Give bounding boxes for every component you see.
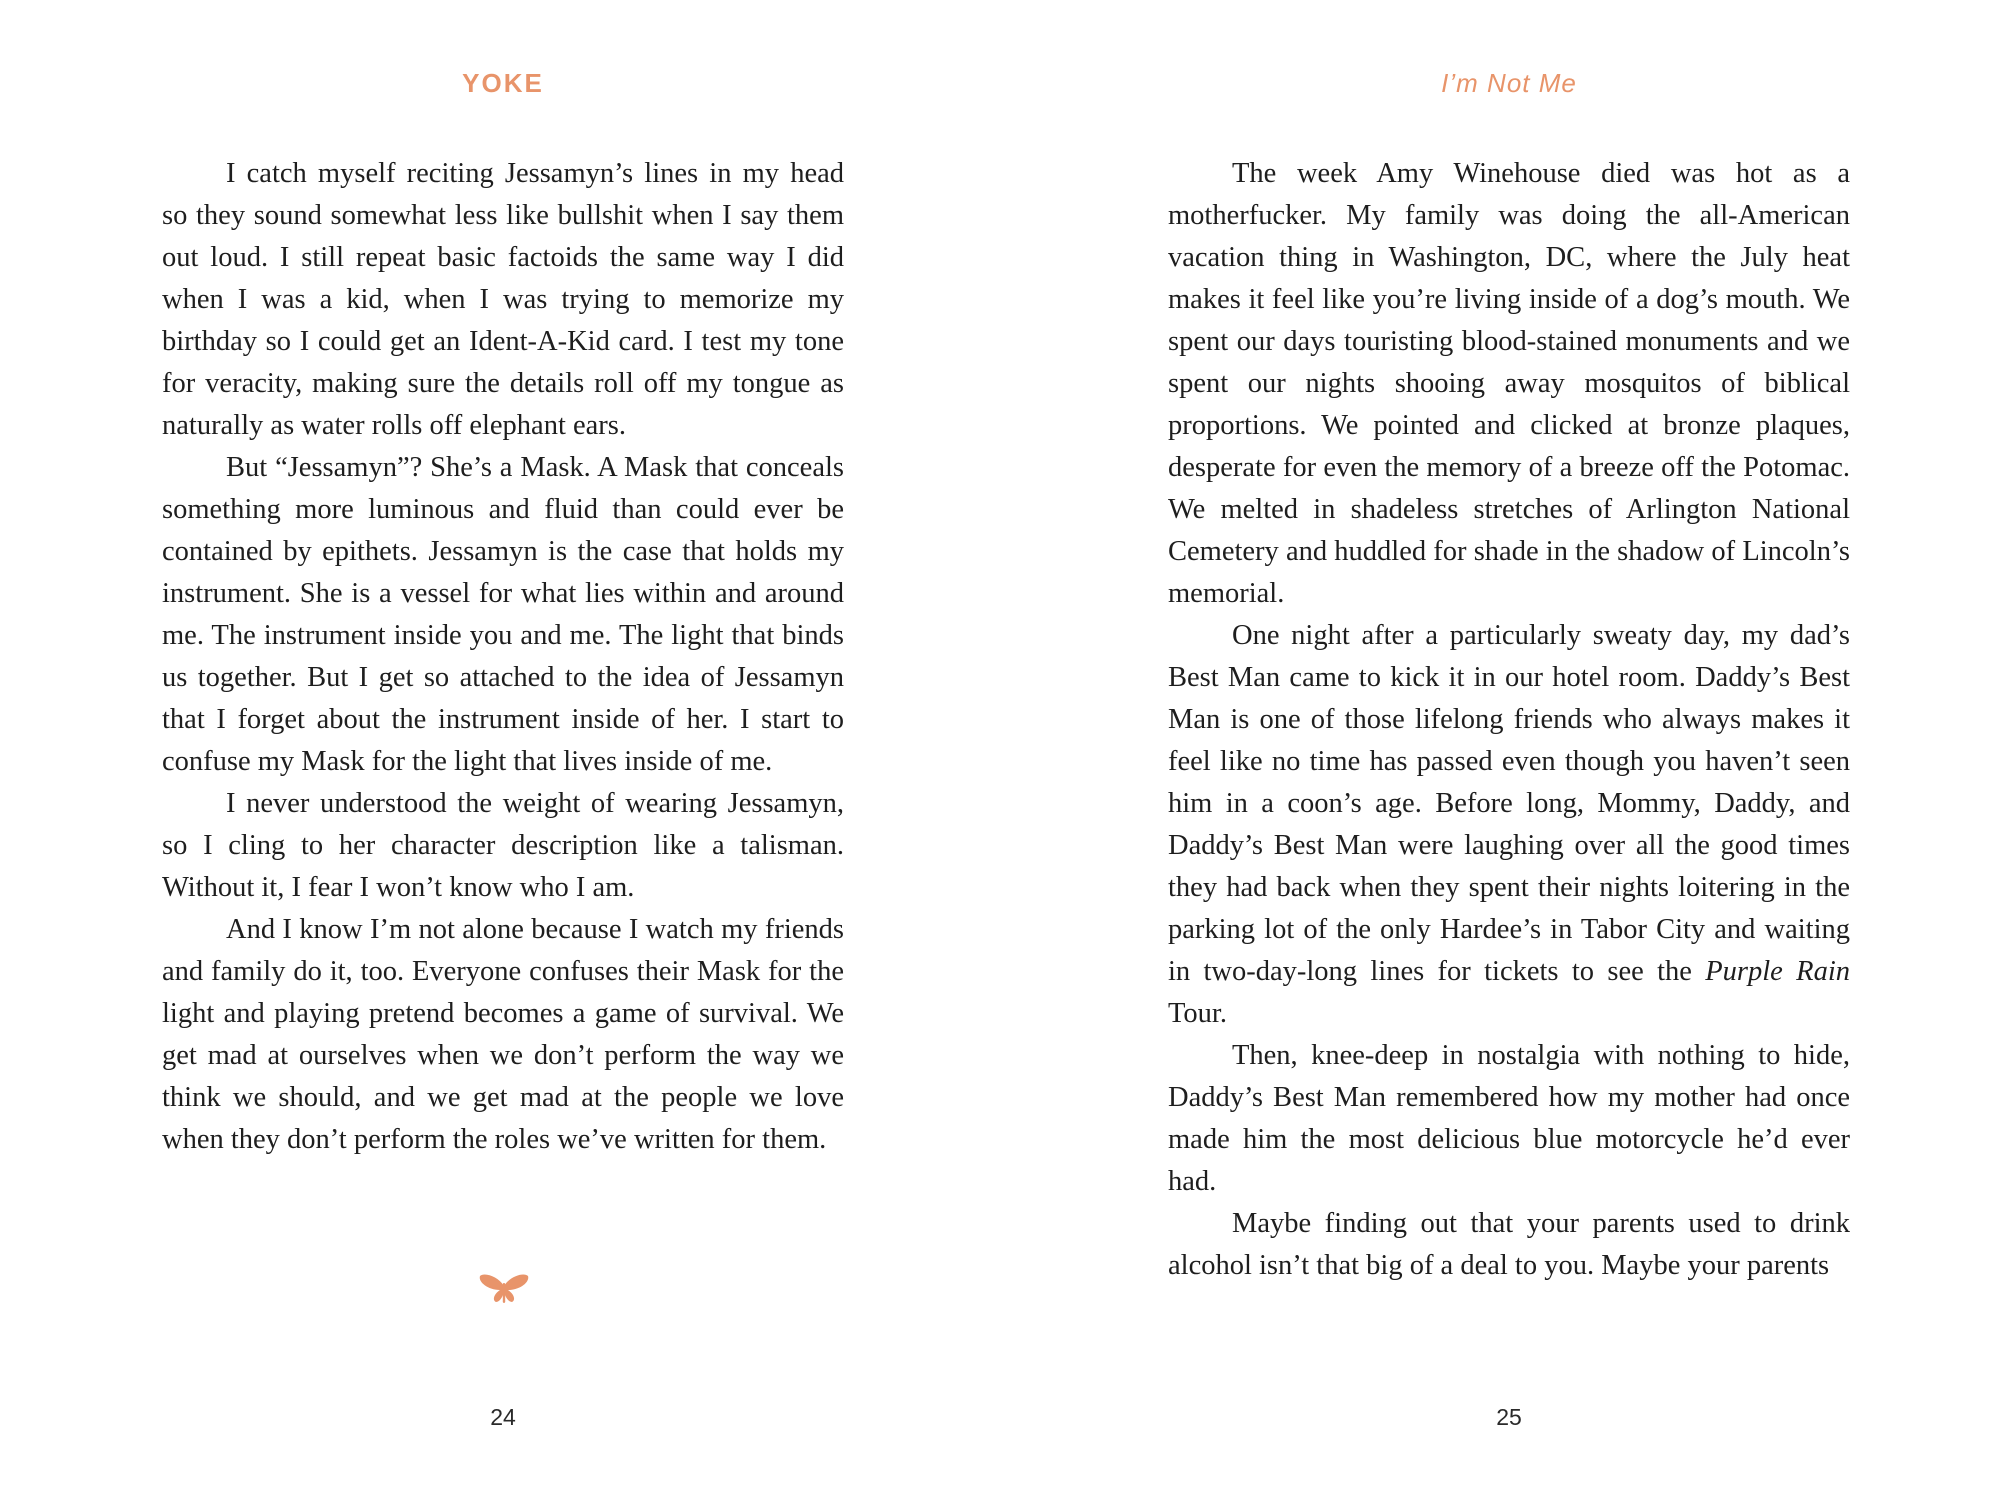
right-page-body [1168, 153, 1850, 1287]
left-page [162, 0, 844, 1500]
paragraph [1168, 615, 1850, 1035]
right-page [1168, 0, 1850, 1500]
paragraph-text-end: Tour. [1168, 998, 1227, 1029]
paragraph: And I know I’m not alone because I watch my friends and family do it, too. Everyone confuses their Mask for the light and playing pretend becomes a game of survival. We get mad at ourselves when we don’t perform the way we think we should, and we get mad at the people we love when they don’t perform the roles we’ve written for them. [162, 914, 844, 1155]
paragraph: Then, knee-deep in nostalgia with nothing to hide, Daddy’s Best Man remembered how my mother had once made him the most delicious blue motorcycle he’d ever had. [1168, 1040, 1850, 1197]
running-head-chapter-title: I’m Not Me [1441, 68, 1577, 98]
paragraph: I never understood the weight of wearing Jessamyn, so I cling to her character description like a talisman. Without it, I fear I won’t know who I am. [162, 788, 844, 903]
left-page-body [162, 153, 844, 1161]
paragraph-text: One night after a particularly sweaty day, my dad’s Best Man came to kick it in our hotel room. Daddy’s Best Man is one of those lifelong friends who always makes it feel like no time has passed even though you haven’t seen him in a coon’s age. Before long, Mommy, Daddy, and Daddy’s Best Man were laughing over all the good times they had back when they spent their nights loitering in the parking lot of the only Hardee’s in Tabor City and waiting in two-day-long lines for tickets to see the [1168, 620, 1850, 987]
paragraph: I catch myself reciting Jessamyn’s lines in my head so they sound somewhat less like bullshit when I say them out loud. I still repeat basic factoids the same way I did when I was a kid, when I was trying to memorize my birthday so I could get an Ident-A-Kid card. I test my tone for veracity, making sure the details roll off my tongue as naturally as water rolls off elephant ears. [162, 158, 844, 441]
tour-title: Purple Rain [1705, 956, 1850, 987]
paragraph: Maybe finding out that your parents used to drink alcohol isn’t that big of a deal to you. Maybe your parents [1168, 1208, 1850, 1281]
page-number: 25 [1496, 1404, 1522, 1430]
running-head-book-title: YOKE [462, 68, 544, 98]
paragraph: The week Amy Winehouse died was hot as a motherfucker. My family was doing the all-American vacation thing in Washington, DC, where the July heat makes it feel like you’re living inside of a dog’s mouth. We spent our days touristing blood-stained monuments and we spent our nights shooing away mosquitos of biblical proportions. We pointed and clicked at bronze plaques, desperate for even the memory of a breeze off the Potomac. We melted in shadeless stretches of Arlington National Cemetery and huddled for shade in the shadow of Lincoln’s memorial. [1168, 158, 1850, 609]
paragraph: But “Jessamyn”? She’s a Mask. A Mask that conceals something more luminous and fluid than could ever be contained by epithets. Jessamyn is the case that holds my instrument. She is a vessel for what lies within and around me. The instrument inside you and me. The light that binds us together. But I get so attached to the idea of Jessamyn that I forget about the instrument inside of her. I start to confuse my Mask for the light that lives inside of me. [162, 452, 844, 777]
page-number: 24 [490, 1404, 516, 1430]
moth-icon [478, 1272, 530, 1306]
